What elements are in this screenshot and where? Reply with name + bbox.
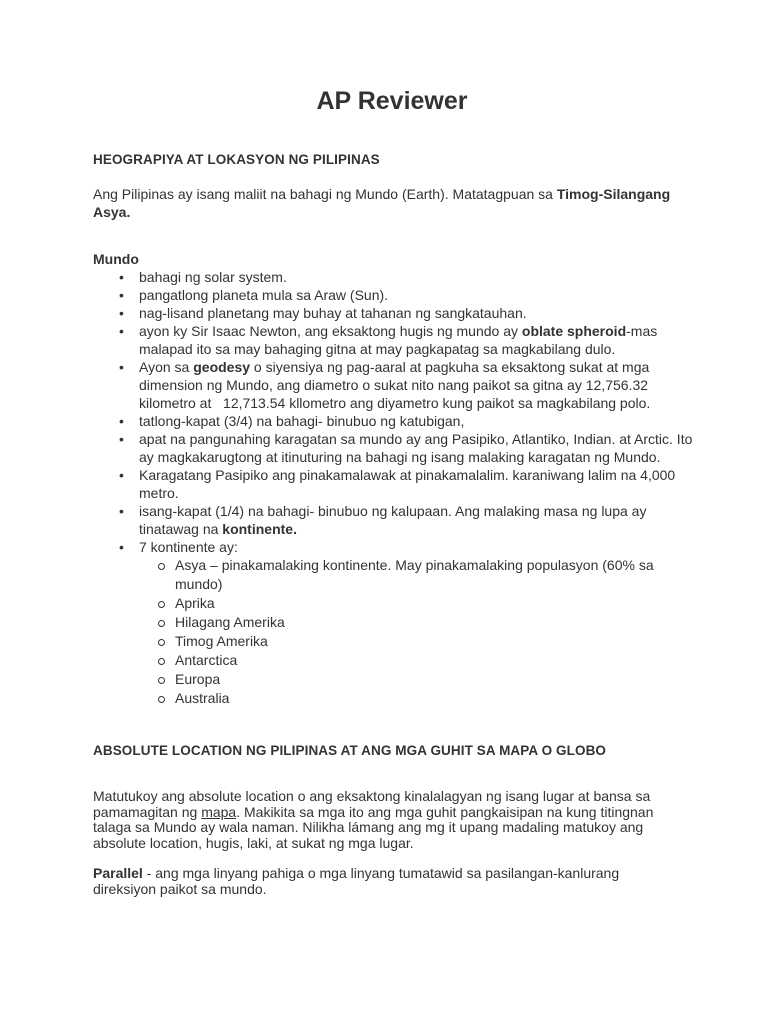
continent-item: Timog Amerika: [139, 632, 693, 651]
list-item: • apat na pangunahing karagatan sa mundo ay ang Pasipiko, Atlantiko, Indian. at Arctic. Ito ay magkakarugtong at itinuturing na bahagi ng isang malaking karagatan ng Mundo.: [93, 430, 693, 466]
list-item: • nag-lisand planetang may buhay at tahanan ng sangkatauhan.: [93, 304, 693, 322]
intro-bold-text: Timog-Silangang Asya.: [93, 186, 671, 220]
list-item: • tatlong-kapat (3/4) na bahagi- binubuo ng katubigan,: [93, 412, 693, 430]
continent-item: Antarctica: [139, 651, 693, 670]
mundo-list: [93, 268, 693, 708]
mapa-link[interactable]: mapa: [201, 803, 237, 820]
list-item: • Karagatang Pasipiko ang pinakamalawak at pinakamalalim. karaniwang lalim na 4,000 metro.: [93, 466, 693, 502]
parallel-paragraph: Parallel - ang mga linyang pahiga o mga linyang tumatawid sa pasilangan-kanlurang direksiyon paikot sa mundo.: [93, 865, 620, 897]
list-item: • Ayon sa geodesy o siyensiya ng pag-aaral at pagkuha sa eksaktong sukat at mga dimension ng Mundo, ang diametro o sukat nito nang paikot sa gitna ay 12,756.32 kilometro at 12,713.54 kllometro ang diyametro kung paikot sa magkabilang polo.: [93, 358, 693, 412]
section-heading-absolute-location: ABSOLUTE LOCATION NG PILIPINAS AT ANG MGA GUHIT SA MAPA O GLOBO: [93, 743, 607, 758]
list-item: • pangatlong planeta mula sa Araw (Sun).: [93, 286, 693, 304]
intro-paragraph: [93, 185, 689, 221]
continent-item: Europa: [139, 670, 693, 689]
absolute-location-paragraph: Matutukoy ang absolute location o ang eksaktong kinalalagyan ng isang lugar at bansa sa pamamagitan ng mapa. Makikita sa mga ito ang mga guhit pangkaisipan na kung titingnan talaga sa Mundo ay wala naman. Nilikha lámang ang mg it upang madaling matukoy ang absolute location, hugis, laki, at sukat ng mga lugar.: [93, 788, 654, 851]
mundo-label: Mundo: [93, 251, 139, 267]
intro-text: Ang Pilipinas ay isang maliit na bahagi ng Mundo (Earth). Matatagpuan sa: [93, 186, 557, 202]
list-item: • isang-kapat (1/4) na bahagi- binubuo ng kalupaan. Ang malaking masa ng lupa ay tinatawag na kontinente.: [93, 502, 693, 538]
continent-item: Asya – pinakamalaking kontinente. May pinakamalaking populasyon (60% sa mundo): [139, 556, 693, 594]
list-item: • 7 kontinente ay: Asya – pinakamalaking kontinente. May pinakamalaking populasyon (60% sa mundo) Aprika Hilagang Amerika Timog Amerika Antarctica Europa Australia: [93, 538, 693, 708]
continents-list: [139, 556, 693, 708]
list-item: • bahagi ng solar system.: [93, 268, 693, 286]
list-item: • ayon ky Sir Isaac Newton, ang eksaktong hugis ng mundo ay oblate spheroid-mas malapad ito sa may bahaging gitna at may pagkapatag sa magkabilang dulo.: [93, 322, 693, 358]
page-title: AP Reviewer: [316, 87, 468, 115]
continent-item: Hilagang Amerika: [139, 613, 693, 632]
continent-item: Aprika: [139, 594, 693, 613]
section-heading-heograpiya: HEOGRAPIYA AT LOKASYON NG PILIPINAS: [93, 152, 380, 167]
continent-item: Australia: [139, 689, 693, 708]
